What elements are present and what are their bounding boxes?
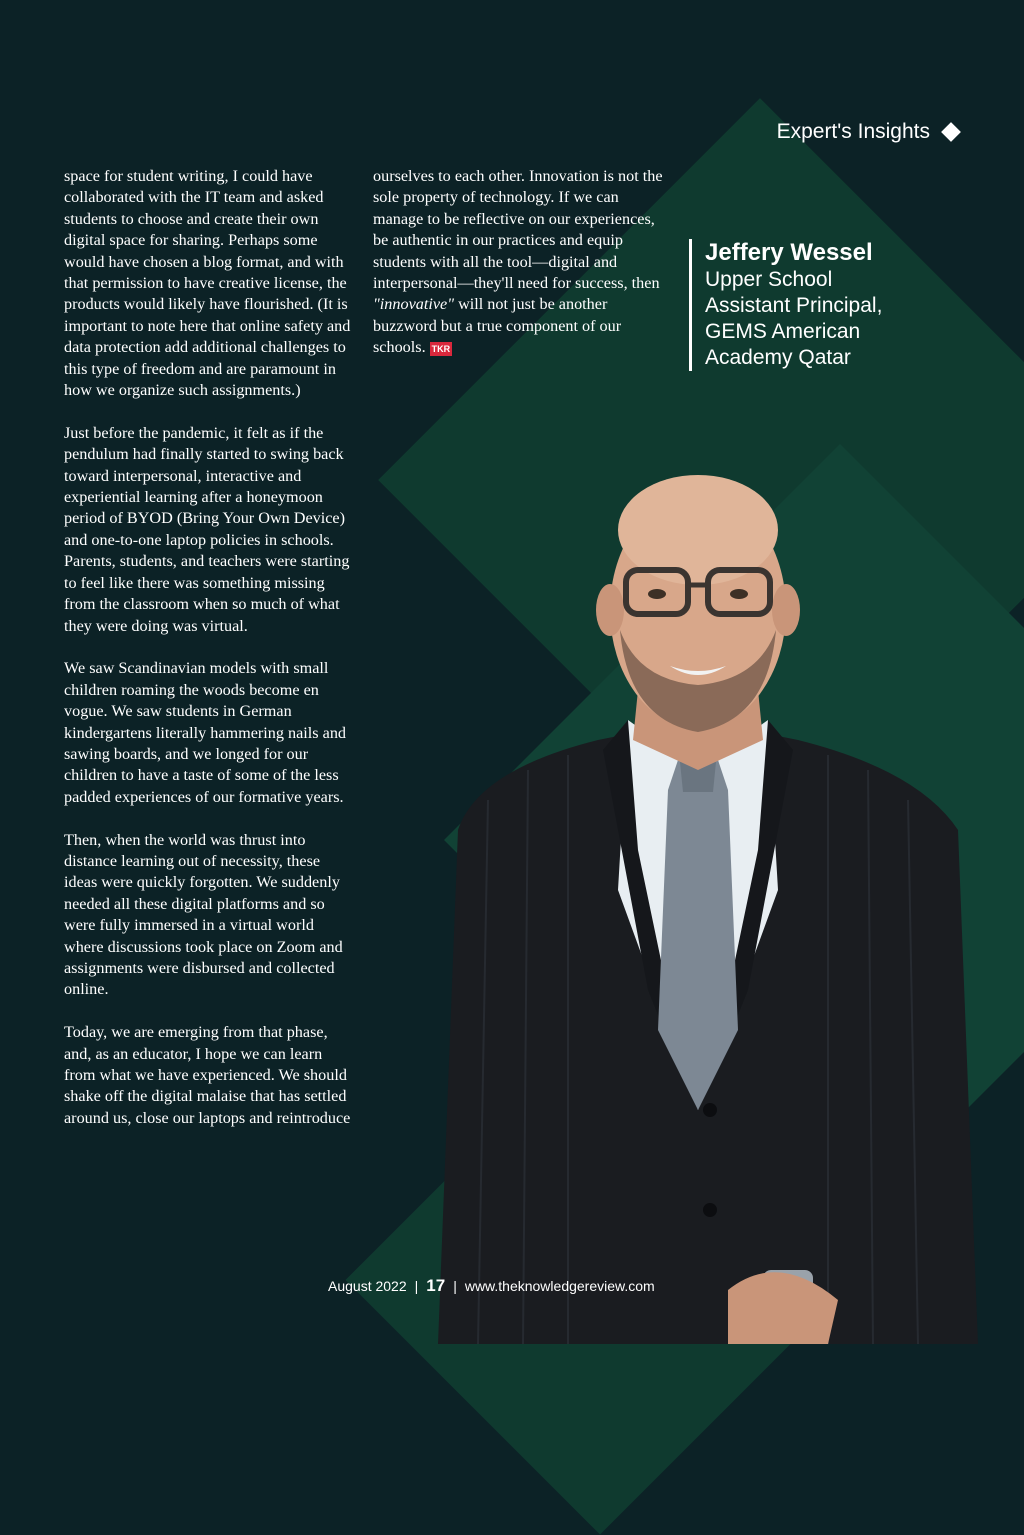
paragraph: space for student writing, I could have collaborated with the IT team and asked students to choose and create their own digital space for sharing. Perhaps some would have chosen a blog format, and with that permission to have creative license, the products would likely have flourished. (It is important to note here that online safety and data protection add additional challenges to this type of freedom and are paramount in how we organize such assignments.) <box>64 167 351 400</box>
website-link[interactable]: www.theknowledgereview.com <box>464 1278 655 1294</box>
article-column-1 <box>64 166 352 1151</box>
author-portrait-image <box>398 470 998 1344</box>
author-box <box>689 239 905 371</box>
paragraph: We saw Scandinavian models with small children roaming the woods become en vogue. We saw students in German kindergartens literally hammering nails and sawing boards, and we longed for our children to have a taste of some of the less padded experiences of our formative years. <box>64 659 347 806</box>
emphasis-text: "innovative" <box>373 295 455 314</box>
paragraph-text: ourselves to each other. Innovation is not the sole property of technology. If we can manage to be reflective on our experiences, be authentic in our practices and equip students with all the tool—digital and interpersonal—they'll need for success, then <box>373 167 663 293</box>
diamond-icon <box>941 122 961 142</box>
paragraph: Then, when the world was thrust into distance learning out of necessity, these ideas were quickly forgotten. We suddenly needed all these digital platforms and so were fully immersed in a virtual world where discussions took place on Zoom and assignments were disbursed and collected online. <box>64 830 343 999</box>
footer-separator: | <box>414 1278 419 1294</box>
author-title: Upper School Assistant Principal, GEMS American Academy Qatar <box>705 268 883 369</box>
paragraph-text: will not just be another buzzword but a true component of our schools. <box>373 295 622 357</box>
page-footer <box>328 1276 655 1296</box>
tkr-logo-icon: TKR <box>431 343 451 354</box>
paragraph <box>373 166 663 359</box>
page-number: 17 <box>426 1276 446 1295</box>
paragraph: Just before the pandemic, it felt as if the pendulum had finally started to swing back toward interpersonal, interactive and experiential learning after a honeymoon period of BYOD (Bring Your Own Device) and one-to-one laptop policies in schools. Parents, students, and teachers were starting to feel like there was something missing from the classroom when so much of what they were doing was virtual. <box>64 423 350 635</box>
author-name: Jeffery Wessel <box>705 239 873 266</box>
article-column-2 <box>373 166 663 380</box>
section-tag <box>777 120 958 144</box>
footer-separator: | <box>453 1278 457 1294</box>
paragraph: Today, we are emerging from that phase, and, as an educator, I hope we can learn from what we have experienced. We should shake off the digital malaise that has settled around us, close our laptops and reintroduce <box>64 1023 351 1127</box>
issue-date: August 2022 <box>328 1278 407 1294</box>
section-label: Expert's Insights <box>776 120 930 143</box>
